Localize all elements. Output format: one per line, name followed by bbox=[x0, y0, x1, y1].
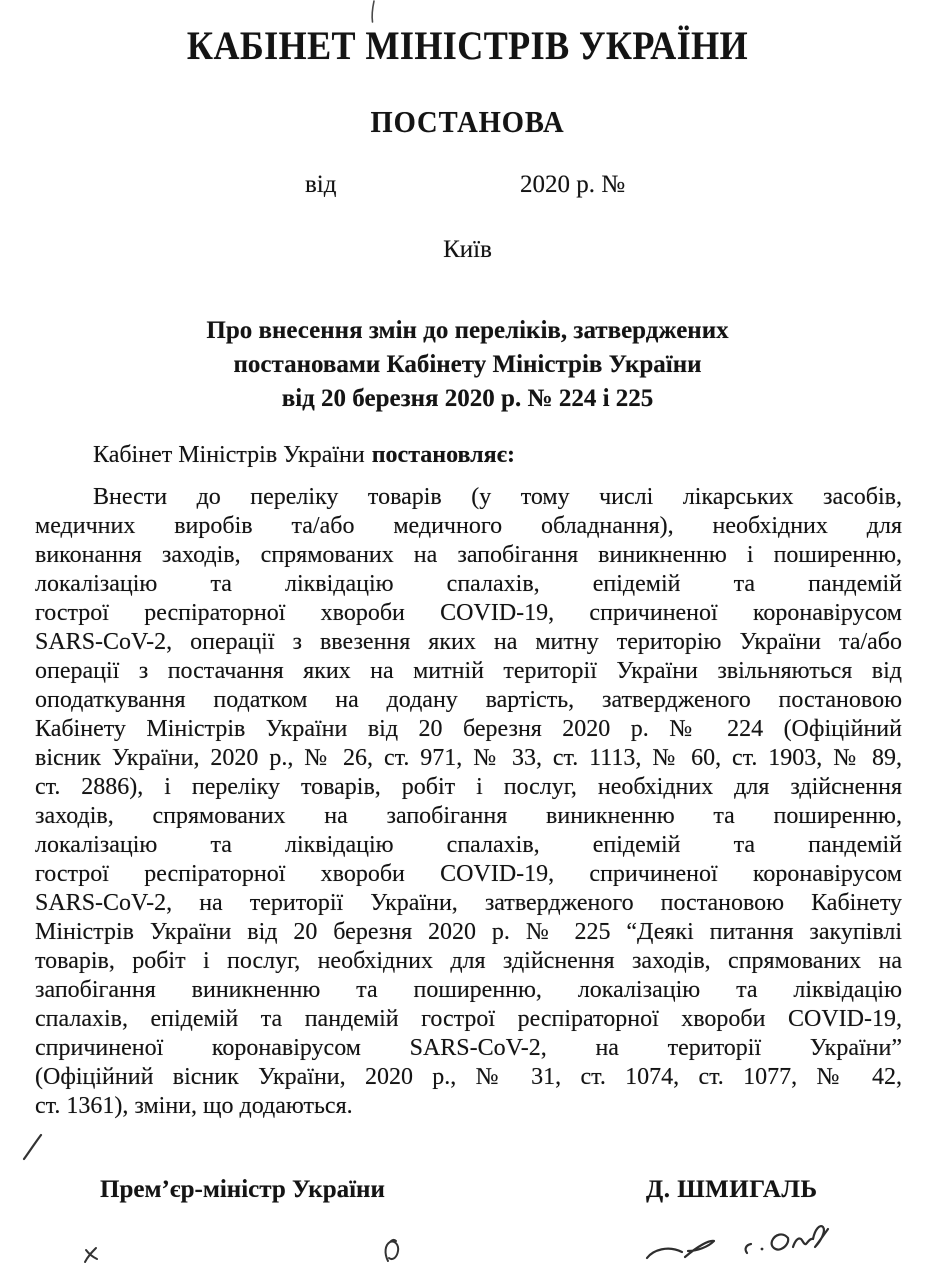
doc-title bbox=[0, 314, 935, 416]
preamble-verb: постановляє: bbox=[371, 442, 515, 468]
body-line: SARS-CoV-2, на території України, затвердженого постановою Кабінету bbox=[35, 890, 902, 916]
doc-title-line: від 20 березня 2020 р. № 224 і 225 bbox=[281, 385, 654, 412]
preamble-lead: Кабінет Міністрів України bbox=[93, 442, 365, 468]
pen-mark-bottom-left-icon bbox=[85, 1248, 97, 1262]
body-line: товарів, робіт і послуг, необхідних для здійснення заходів, спрямованих на bbox=[35, 948, 902, 974]
body-line: оподаткування податком на додану вартість, затвердженого постановою bbox=[35, 687, 902, 713]
body-line: ст. 1361), зміни, що додаються. bbox=[35, 1093, 353, 1119]
body-line: гострої респіраторної хвороби COVID-19, спричиненої коронавірусом bbox=[35, 600, 902, 626]
body-line: Кабінету Міністрів України від 20 березня 2020 р. № 224 (Офіційний bbox=[35, 716, 902, 742]
city-label: Київ bbox=[443, 236, 492, 263]
body-line: Внести до переліку товарів (у тому числі лікарських засобів, bbox=[93, 484, 902, 510]
signer-position-title: Прем’єр-міністр України bbox=[100, 1176, 385, 1203]
org-name: КАБІНЕТ МІНІСТРІВ УКРАЇНИ bbox=[186, 23, 749, 68]
date-prefix: від bbox=[305, 171, 337, 198]
signature-row bbox=[0, 1176, 935, 1208]
preamble bbox=[35, 441, 902, 470]
body-line: локалізацію та ліквідацію спалахів, епідемій та пандемій bbox=[35, 832, 902, 858]
body-paragraph bbox=[35, 483, 902, 1121]
pen-slash-left-icon bbox=[24, 1135, 41, 1159]
signer-name: Д. ШМИГАЛЬ bbox=[646, 1176, 818, 1203]
body-line: операції з постачання яких на митній території України звільняються від bbox=[35, 658, 902, 684]
body-line: спалахів, епідемій та пандемій гострої респіраторної хвороби COVID-19, bbox=[35, 1006, 902, 1032]
pen-tick-top-icon bbox=[372, 1, 374, 22]
body-line: медичних виробів та/або медичного обладнання), необхідних для bbox=[35, 513, 902, 539]
body-line: SARS-CoV-2, операції з ввезення яких на митну територію України та/або bbox=[35, 629, 902, 655]
body-line: вісник України, 2020 р., № 26, ст. 971, № 33, ст. 1113, № 60, ст. 1903, № 89, bbox=[35, 745, 902, 771]
body-line: ст. 2886), і переліку товарів, робіт і послуг, необхідних для здійснення bbox=[35, 774, 902, 800]
pen-signature-scribble-icon bbox=[647, 1226, 828, 1258]
body-line: спричиненої коронавірусом SARS-CoV-2, на території України” bbox=[35, 1035, 902, 1061]
body-line: запобігання виникненню та поширенню, локалізацію та ліквідацію bbox=[35, 977, 902, 1003]
body-line: (Офіційний вісник України, 2020 р., № 31, ст. 1074, ст. 1077, № 42, bbox=[35, 1064, 902, 1090]
date-line bbox=[0, 171, 935, 201]
body-line: Міністрів України від 20 березня 2020 р. № 225 “Деякі питання закупівлі bbox=[35, 919, 902, 945]
doc-type-heading: ПОСТАНОВА bbox=[370, 104, 565, 139]
doc-title-line: Про внесення змін до переліків, затверджених bbox=[206, 317, 729, 344]
doc-title-line: постановами Кабінету Міністрів України bbox=[233, 351, 702, 378]
body-line: виконання заходів, спрямованих на запобігання виникненню і поширенню, bbox=[35, 542, 902, 568]
date-year-and-number: 2020 р. № bbox=[520, 171, 626, 198]
pen-mark-bottom-center-icon bbox=[386, 1240, 399, 1261]
body-line: гострої респіраторної хвороби COVID-19, спричиненої коронавірусом bbox=[35, 861, 902, 887]
body-line: локалізацію та ліквідацію спалахів, епідемій та пандемій bbox=[35, 571, 902, 597]
body-line: заходів, спрямованих на запобігання виникненню та поширенню, bbox=[35, 803, 902, 829]
